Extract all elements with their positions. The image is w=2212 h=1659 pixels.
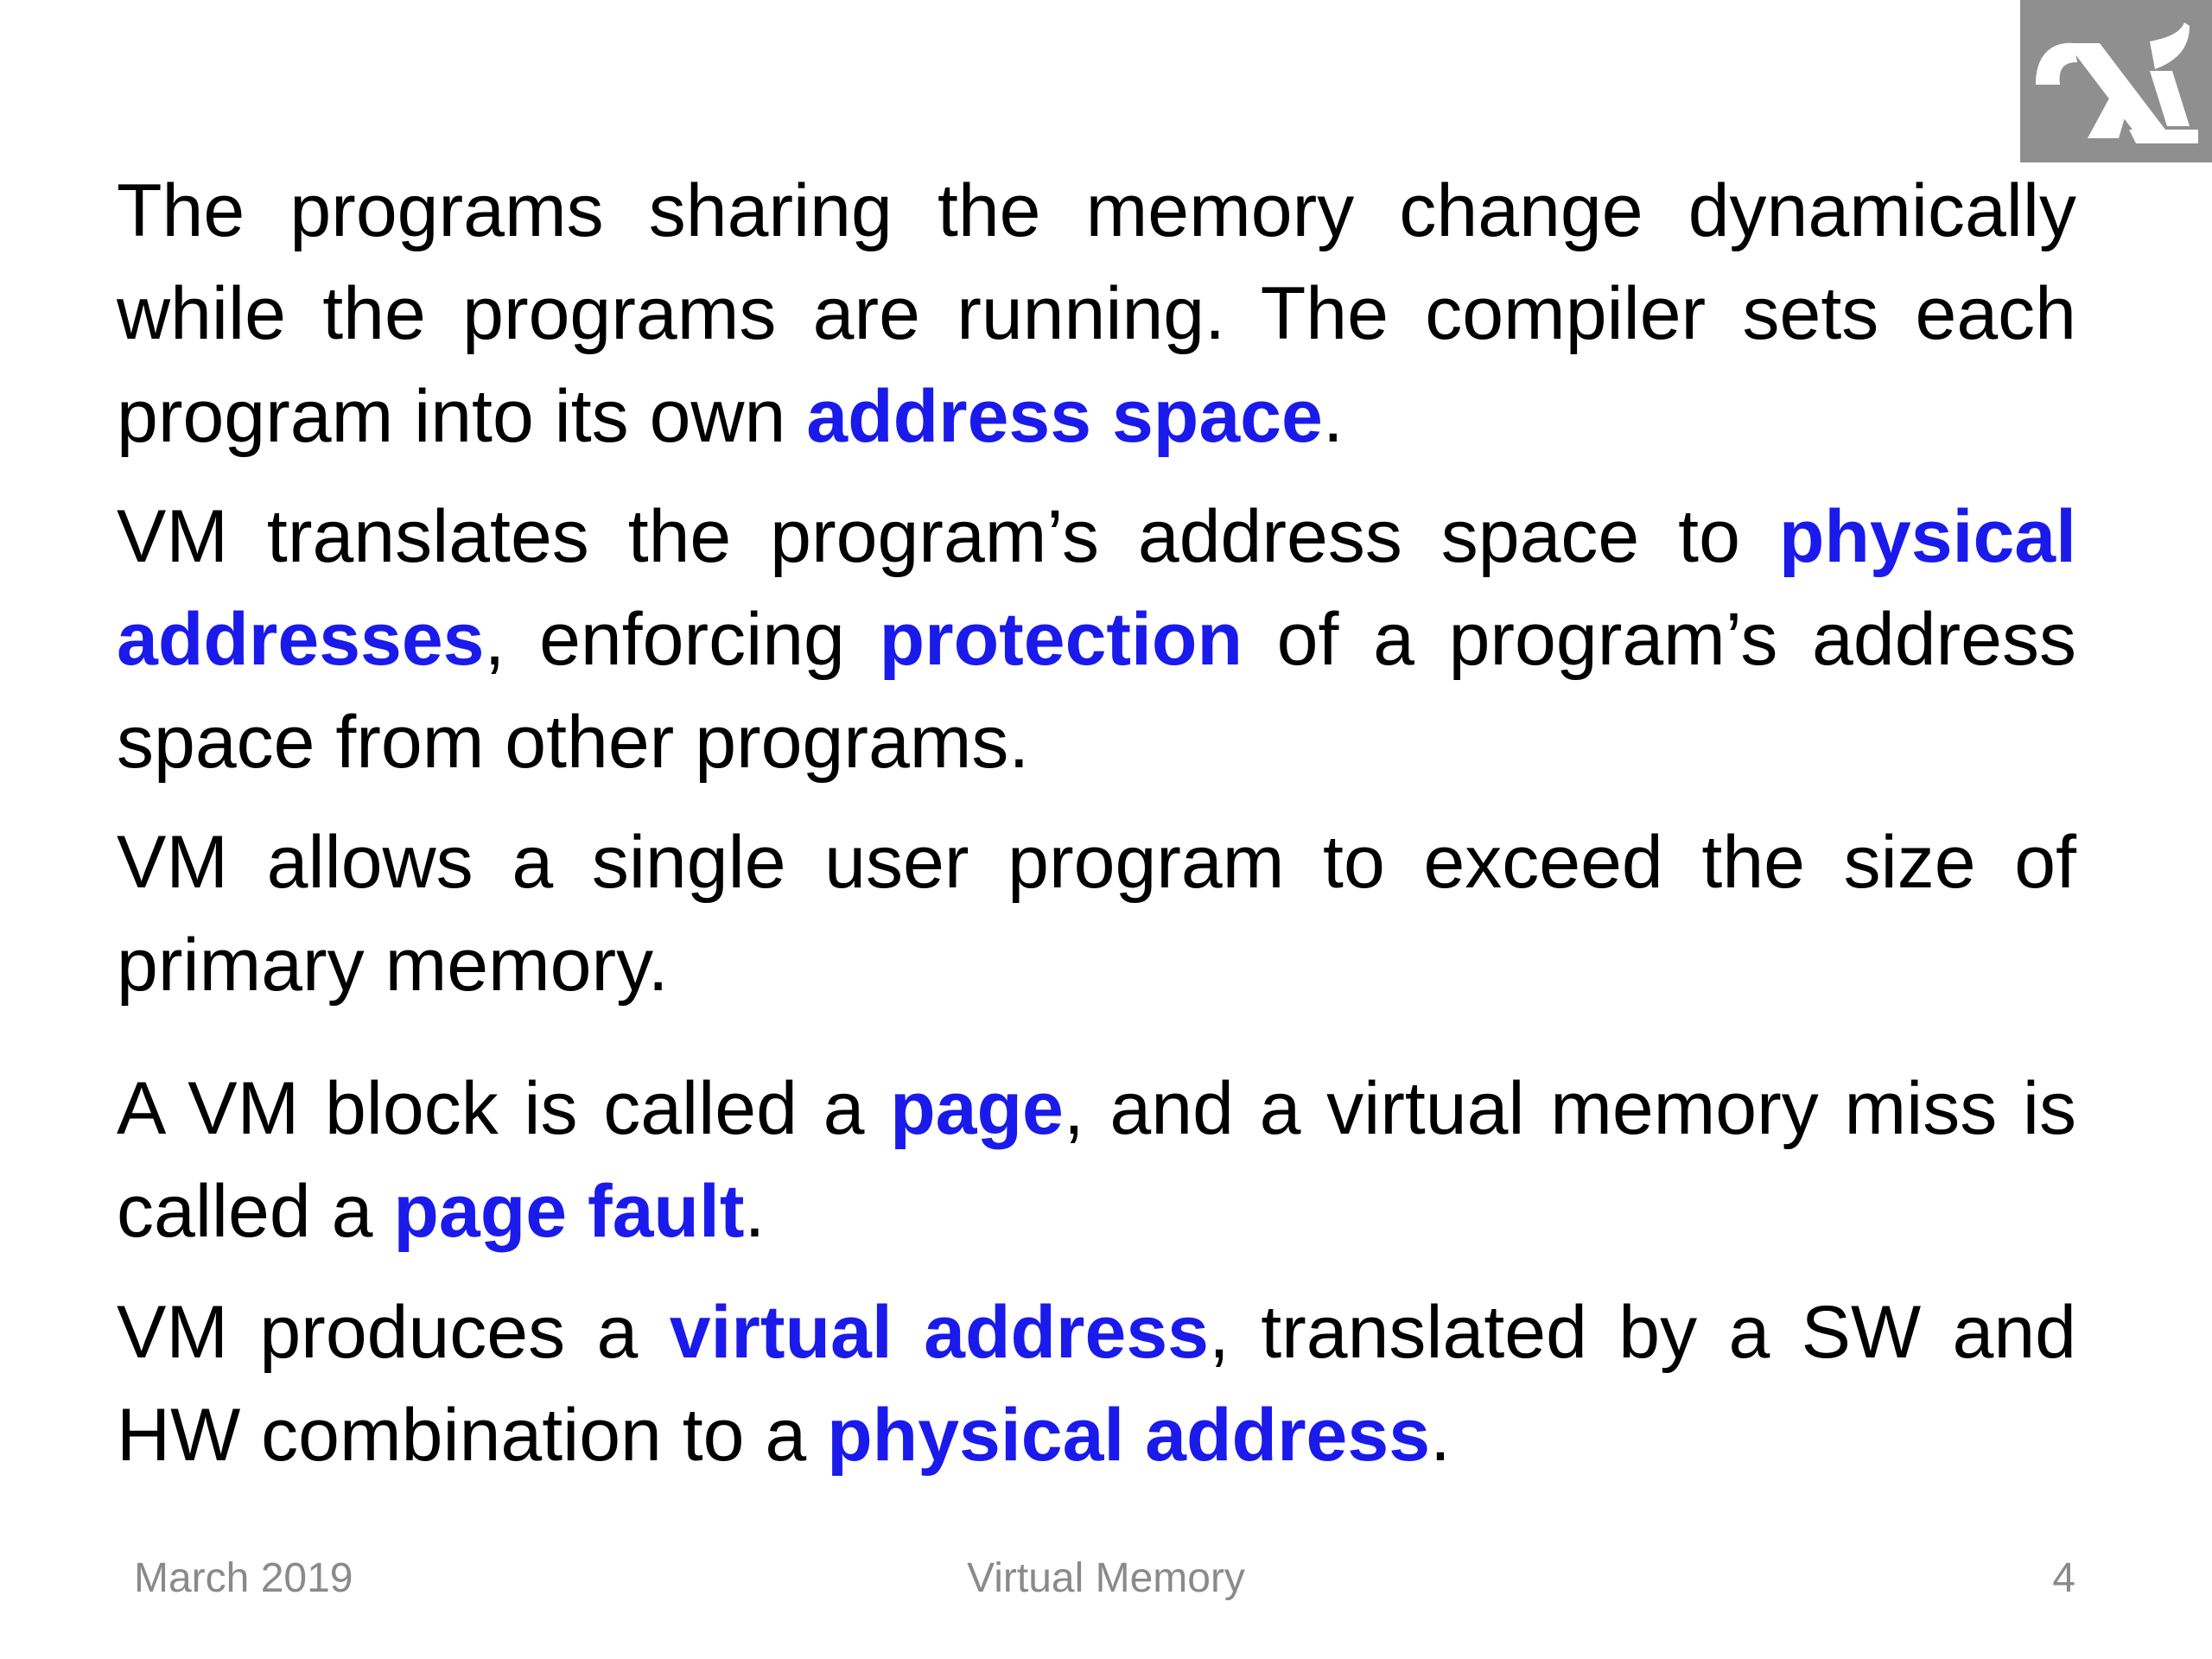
institution-logo-icon	[2020, 0, 2212, 162]
text-run: of a program’s address space from other programs.	[117, 598, 2077, 784]
paragraph-exceed-memory	[117, 811, 2076, 1017]
term-protection: protection	[879, 598, 1243, 681]
footer-date: March 2019	[134, 1555, 353, 1601]
term-physical-addresses: physical addresses	[117, 495, 2076, 681]
term-page: page	[890, 1067, 1064, 1150]
text-run: VM allows a single user program to exceed the size of primary memory.	[117, 821, 2076, 1007]
term-virtual-address: virtual address	[669, 1291, 1209, 1374]
text-run: VM produces a	[117, 1291, 670, 1374]
text-run: The programs sharing the memory change dynamically while the programs are running. The compiler sets each program into its own	[117, 169, 2076, 458]
term-physical-address: physical address	[827, 1394, 1431, 1477]
paragraph-translation	[117, 486, 2076, 794]
paragraph-virtual-address	[117, 1281, 2076, 1487]
text-run: , enforcing	[484, 598, 880, 681]
text-run: .	[1322, 375, 1344, 458]
paragraph-page-fault	[117, 1058, 2076, 1263]
text-run: .	[1430, 1394, 1451, 1477]
slide-number: 4	[2052, 1555, 2075, 1601]
footer-title: Virtual Memory	[967, 1555, 1245, 1601]
slide-body	[117, 160, 2076, 1487]
term-address-space: address space	[806, 375, 1323, 458]
text-run: VM translates the program’s address space to	[117, 495, 1779, 578]
paragraph-address-space	[117, 160, 2076, 468]
term-page-fault: page fault	[393, 1170, 745, 1253]
text-run: , and a virtual memory miss is called a	[117, 1067, 2076, 1253]
text-run: , translated by a SW and HW combination to a	[117, 1291, 2077, 1477]
text-run: A VM block is called a	[117, 1067, 891, 1150]
text-run: .	[744, 1170, 766, 1253]
